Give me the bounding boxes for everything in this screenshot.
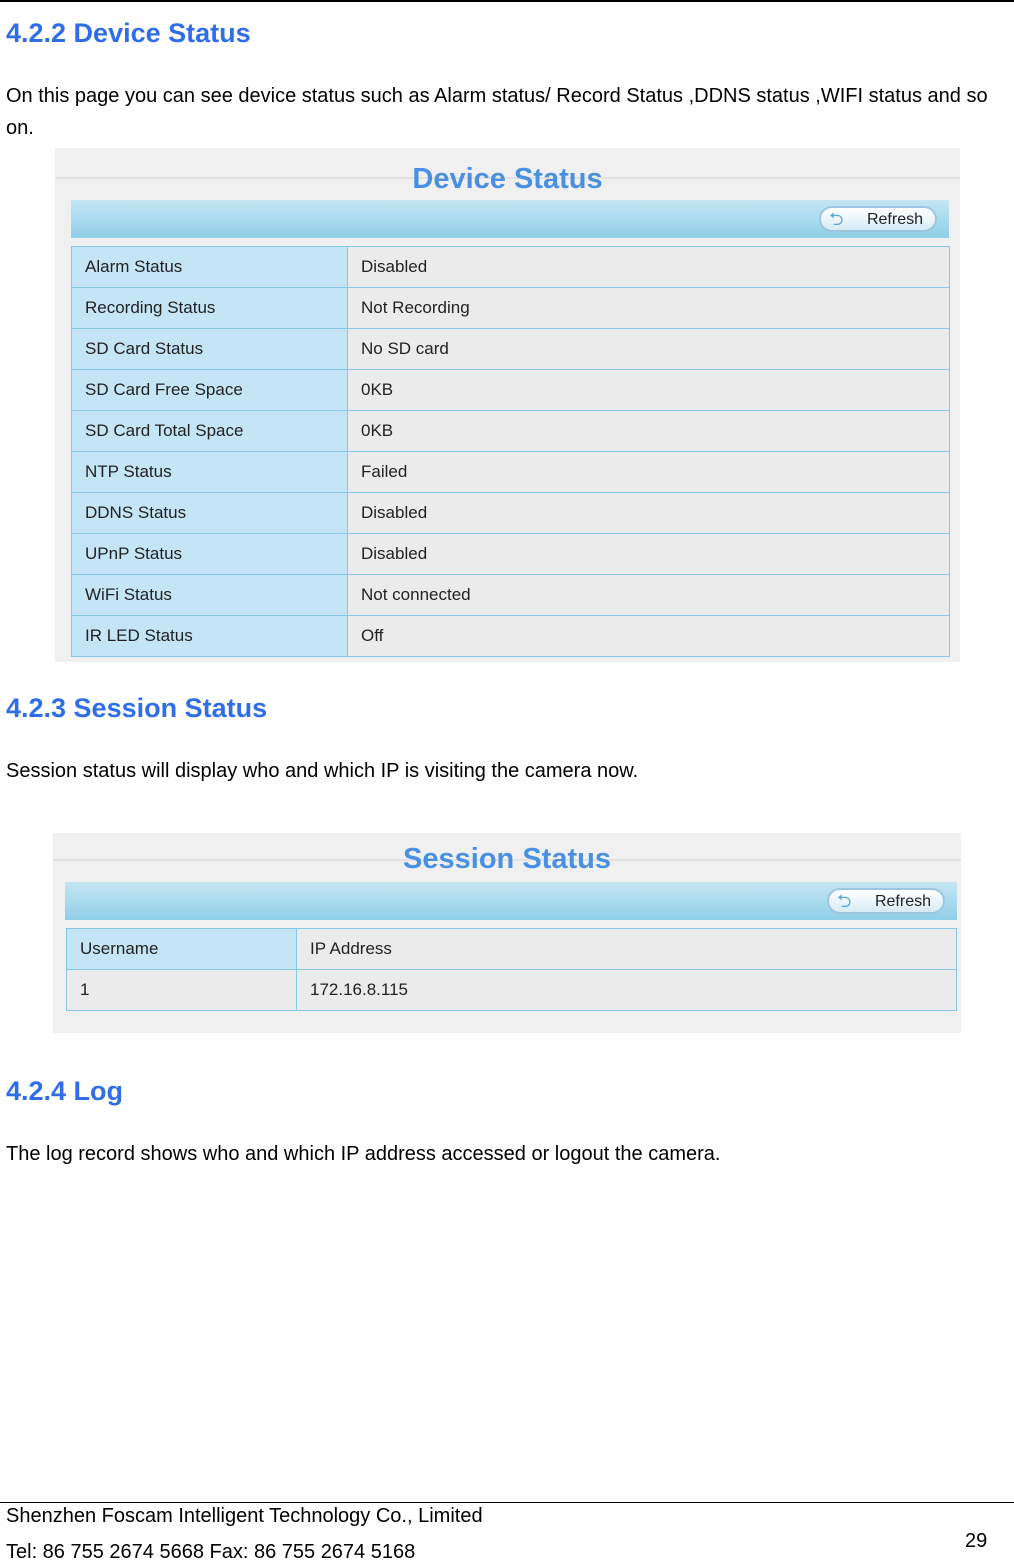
page-number: 29 — [965, 1530, 988, 1552]
table-row — [72, 411, 950, 452]
section-heading-log: 4.2.4 Log — [6, 1076, 124, 1106]
table-row — [72, 452, 950, 493]
refresh-button[interactable]: ⮌ Refresh — [827, 888, 945, 914]
panel-title: Device Status — [412, 163, 603, 195]
refresh-icon: ⮌ — [837, 891, 852, 911]
table-row — [72, 575, 950, 616]
log-intro: The log record shows who and which IP address accessed or logout the camera. — [6, 1143, 721, 1165]
toolbar — [71, 200, 949, 238]
device-status-table — [71, 246, 950, 657]
table-row — [72, 493, 950, 534]
row-label: NTP Status — [72, 452, 348, 493]
table-row — [72, 247, 950, 288]
footer-company: Shenzhen Foscam Intelligent Technology Co., Limited — [6, 1505, 483, 1527]
refresh-button[interactable]: ⮌ Refresh — [819, 206, 937, 232]
table-row — [72, 370, 950, 411]
section-heading-session-status: 4.2.3 Session Status — [6, 693, 268, 723]
session-intro: Session status will display who and which IP is visiting the camera now. — [6, 760, 639, 782]
row-value: Not Recording — [348, 288, 950, 329]
section-heading-device-status: 4.2.2 Device Status — [6, 18, 251, 48]
row-value: Not connected — [348, 575, 950, 616]
row-label: SD Card Total Space — [72, 411, 348, 452]
row-value: No SD card — [348, 329, 950, 370]
row-value: Disabled — [348, 493, 950, 534]
table-row — [72, 534, 950, 575]
row-value: 172.16.8.115 — [297, 970, 957, 1011]
refresh-icon: ⮌ — [829, 209, 844, 229]
row-value: Off — [348, 616, 950, 657]
row-value: 0KB — [348, 411, 950, 452]
toolbar — [65, 882, 957, 920]
row-label: SD Card Free Space — [72, 370, 348, 411]
row-value: Failed — [348, 452, 950, 493]
session-table — [66, 928, 957, 1011]
panel-title: Session Status — [403, 843, 611, 875]
table-row — [72, 288, 950, 329]
row-label: Alarm Status — [72, 247, 348, 288]
row-label: Recording Status — [72, 288, 348, 329]
row-value: IP Address — [297, 929, 957, 970]
row-label: 1 — [67, 970, 297, 1011]
row-label: DDNS Status — [72, 493, 348, 534]
table-row — [72, 616, 950, 657]
row-label: SD Card Status — [72, 329, 348, 370]
footer-contact: Tel: 86 755 2674 5668 Fax: 86 755 2674 5168 — [6, 1541, 416, 1562]
table-row — [72, 329, 950, 370]
row-value: Disabled — [348, 534, 950, 575]
session-status-panel — [53, 833, 961, 1033]
row-value: 0KB — [348, 370, 950, 411]
table-row — [67, 929, 957, 970]
row-value: Disabled — [348, 247, 950, 288]
row-label: UPnP Status — [72, 534, 348, 575]
row-label: WiFi Status — [72, 575, 348, 616]
row-label: IR LED Status — [72, 616, 348, 657]
divider — [0, 0, 1014, 2]
row-label: Username — [67, 929, 297, 970]
device-status-panel — [55, 148, 960, 662]
footer-divider — [0, 1502, 1014, 1503]
table-row — [67, 970, 957, 1011]
device-intro: On this page you can see device status such as Alarm status/ Record Status ,DDNS status ,WIFI status and so on. — [6, 85, 988, 139]
